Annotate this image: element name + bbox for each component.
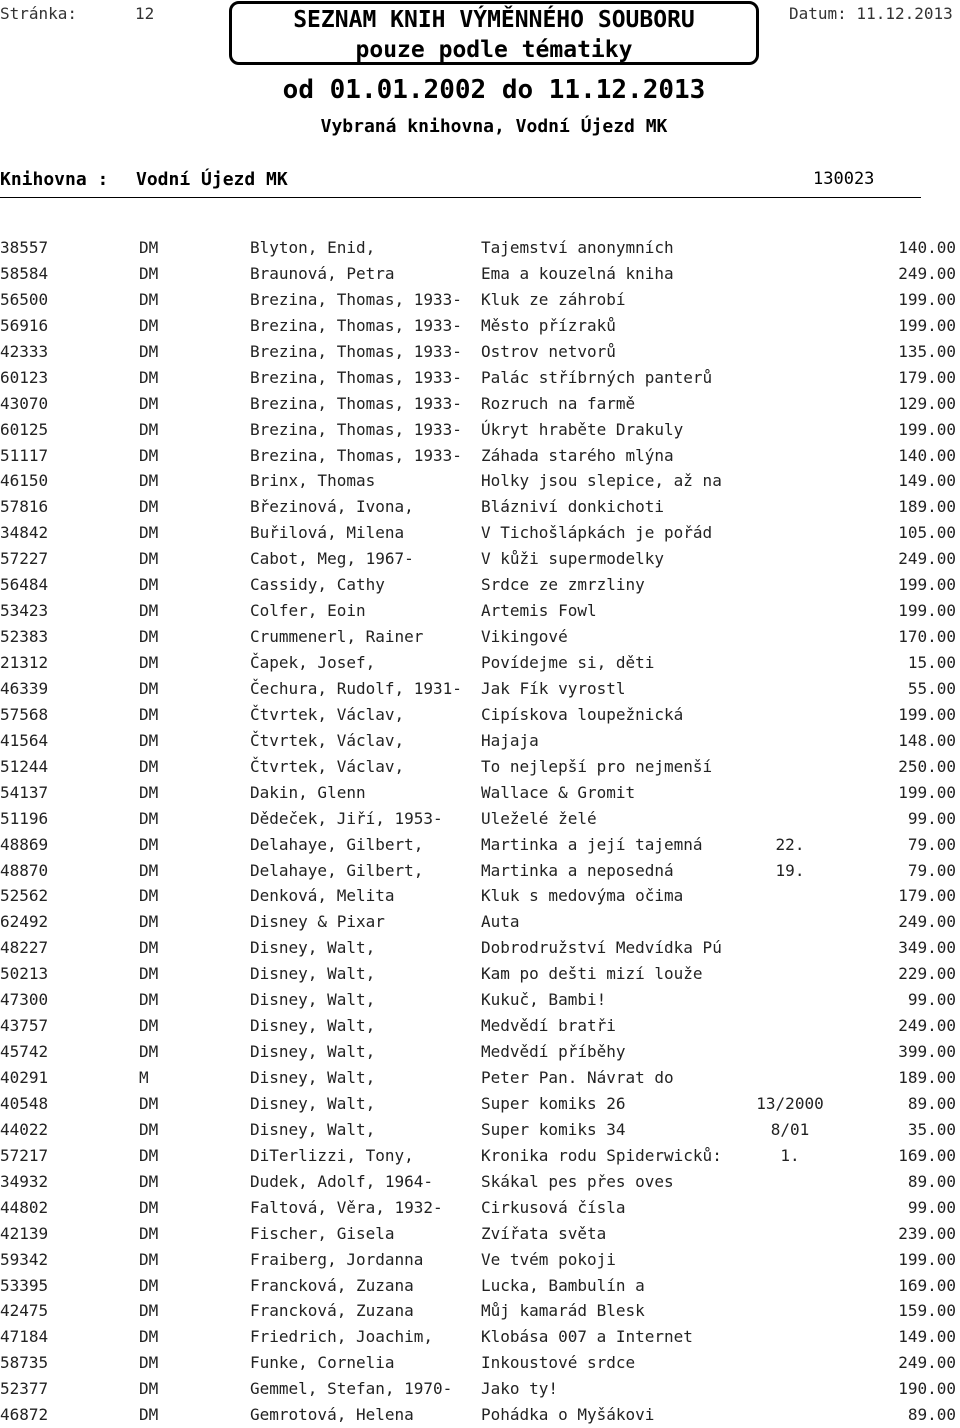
book-title: Ostrov netvorů bbox=[481, 341, 616, 361]
book-id: 53423 bbox=[0, 601, 49, 621]
table-row bbox=[0, 598, 960, 624]
book-author: Francková, Zuzana bbox=[250, 1301, 414, 1321]
book-price: 140.00 bbox=[898, 445, 956, 465]
book-title: Vikingové bbox=[481, 627, 568, 647]
book-id: 21312 bbox=[0, 653, 49, 672]
book-author: Friedrich, Joachim, bbox=[250, 1327, 434, 1347]
table-row bbox=[0, 858, 960, 884]
book-author: Čapek, Josef, bbox=[250, 653, 376, 672]
book-id: 46339 bbox=[0, 678, 49, 698]
book-author: Cabot, Meg, 1967- bbox=[250, 549, 414, 569]
book-price: 249.00 bbox=[898, 912, 956, 932]
book-price: 249.00 bbox=[898, 1016, 956, 1036]
book-author: Gemrotová, Helena bbox=[250, 1405, 414, 1425]
book-id: 40291 bbox=[0, 1068, 49, 1087]
book-title: Skákal pes přes oves bbox=[481, 1171, 674, 1191]
book-author: Disney, Walt, bbox=[250, 1068, 376, 1087]
book-category: DM bbox=[139, 990, 159, 1010]
book-price: 89.00 bbox=[907, 1171, 956, 1191]
book-id: 34842 bbox=[0, 523, 49, 543]
book-category: DM bbox=[139, 964, 159, 984]
table-row bbox=[0, 546, 960, 572]
book-id: 54137 bbox=[0, 782, 49, 802]
table-row bbox=[0, 1065, 960, 1091]
table-row bbox=[0, 391, 960, 417]
book-id: 58584 bbox=[0, 263, 49, 283]
book-category: DM bbox=[139, 523, 159, 543]
book-author: Brezina, Thomas, 1933- bbox=[250, 419, 462, 439]
book-price: 199.00 bbox=[898, 289, 956, 309]
book-category: DM bbox=[139, 1327, 159, 1347]
book-category: DM bbox=[139, 1197, 159, 1217]
book-title: Kam po dešti mizí louže bbox=[481, 964, 703, 984]
book-title: Pohádka o Myšákovi bbox=[481, 1405, 655, 1425]
book-price: 140.00 bbox=[898, 238, 956, 257]
book-title: Super komiks 34 bbox=[481, 1119, 626, 1139]
book-title: Martinka a neposedná bbox=[481, 860, 674, 880]
book-category: DM bbox=[139, 341, 159, 361]
book-category: DM bbox=[139, 886, 159, 906]
table-row bbox=[0, 1376, 960, 1402]
book-author: Brezina, Thomas, 1933- bbox=[250, 393, 462, 413]
table-row bbox=[0, 754, 960, 780]
book-title: Povídejme si, děti bbox=[481, 653, 655, 672]
table-row bbox=[0, 1013, 960, 1039]
book-category: DM bbox=[139, 1119, 159, 1139]
library-code: 130023 bbox=[813, 169, 875, 189]
book-title: Medvědí bratři bbox=[481, 1016, 616, 1036]
book-price: 349.00 bbox=[898, 938, 956, 958]
book-author: Disney, Walt, bbox=[250, 1042, 376, 1062]
book-title: Medvědí příběhy bbox=[481, 1042, 626, 1062]
book-author: Disney & Pixar bbox=[250, 912, 385, 932]
report-title: SEZNAM KNIH VÝMĚNNÉHO SOUBORU bbox=[293, 7, 695, 33]
book-id: 47184 bbox=[0, 1327, 49, 1347]
book-volume: 13/2000 bbox=[756, 1093, 824, 1113]
table-row bbox=[0, 806, 960, 832]
book-id: 51117 bbox=[0, 445, 49, 465]
book-id: 51244 bbox=[0, 756, 49, 776]
book-category: DM bbox=[139, 315, 159, 335]
book-price: 249.00 bbox=[898, 263, 956, 283]
book-author: Francková, Zuzana bbox=[250, 1275, 414, 1295]
book-author: Fraiberg, Jordanna bbox=[250, 1249, 424, 1269]
book-id: 50213 bbox=[0, 964, 49, 984]
book-title: Zvířata světa bbox=[481, 1223, 607, 1243]
book-author: Funke, Cornelia bbox=[250, 1353, 395, 1373]
table-row bbox=[0, 287, 960, 313]
book-title: Peter Pan. Návrat do bbox=[481, 1068, 674, 1087]
book-price: 199.00 bbox=[898, 601, 956, 621]
book-title: Ema a kouzelná kniha bbox=[481, 263, 674, 283]
book-author: Cassidy, Cathy bbox=[250, 575, 385, 595]
table-row bbox=[0, 1350, 960, 1376]
book-id: 57217 bbox=[0, 1145, 49, 1165]
book-category: DM bbox=[139, 730, 159, 750]
library-label: Knihovna : bbox=[0, 169, 109, 190]
book-id: 43757 bbox=[0, 1016, 49, 1036]
book-author: Čechura, Rudolf, 1931- bbox=[250, 678, 462, 698]
book-category: DM bbox=[139, 1093, 159, 1113]
book-author: Dudek, Adolf, 1964- bbox=[250, 1171, 434, 1191]
book-category: DM bbox=[139, 912, 159, 932]
book-id: 44802 bbox=[0, 1197, 49, 1217]
table-row bbox=[0, 235, 960, 261]
book-title: Klobása 007 a Internet bbox=[481, 1327, 693, 1347]
book-price: 99.00 bbox=[907, 990, 956, 1010]
table-row bbox=[0, 883, 960, 909]
table-row bbox=[0, 702, 960, 728]
book-category: DM bbox=[139, 1405, 159, 1425]
table-row bbox=[0, 339, 960, 365]
book-price: 239.00 bbox=[898, 1223, 956, 1243]
book-author: Čtvrtek, Václav, bbox=[250, 730, 405, 750]
book-category: DM bbox=[139, 782, 159, 802]
book-author: Colfer, Eoin bbox=[250, 601, 366, 621]
book-id: 43070 bbox=[0, 393, 49, 413]
book-category: DM bbox=[139, 704, 159, 724]
book-category: DM bbox=[139, 653, 159, 672]
table-row bbox=[0, 650, 960, 676]
table-row bbox=[0, 1324, 960, 1350]
book-author: Dědeček, Jiří, 1953- bbox=[250, 808, 443, 828]
table-row bbox=[0, 520, 960, 546]
book-title: V Tichošlápkách je pořád bbox=[481, 523, 713, 543]
book-id: 53395 bbox=[0, 1275, 49, 1295]
book-id: 52377 bbox=[0, 1379, 49, 1399]
book-id: 60125 bbox=[0, 419, 49, 439]
book-author: Buřilová, Milena bbox=[250, 523, 405, 543]
book-title: Artemis Fowl bbox=[481, 601, 597, 621]
book-title: Blázniví donkichoti bbox=[481, 497, 665, 517]
book-price: 249.00 bbox=[898, 1353, 956, 1373]
book-id: 45742 bbox=[0, 1042, 49, 1062]
selected-library: Vybraná knihovna, Vodní Újezd MK bbox=[320, 116, 668, 137]
book-author: Blyton, Enid, bbox=[250, 238, 376, 257]
book-category: DM bbox=[139, 497, 159, 517]
book-title: Úkryt hraběte Drakuly bbox=[481, 419, 684, 439]
book-category: DM bbox=[139, 1301, 159, 1321]
book-category: DM bbox=[139, 419, 159, 439]
table-row bbox=[0, 1298, 960, 1324]
book-title: Martinka a její tajemná bbox=[481, 834, 703, 854]
book-category: DM bbox=[139, 1042, 159, 1062]
report-date: Datum: 11.12.2013 bbox=[789, 4, 953, 23]
book-price: 159.00 bbox=[898, 1301, 956, 1321]
book-author: DiTerlizzi, Tony, bbox=[250, 1145, 414, 1165]
book-author: Brezina, Thomas, 1933- bbox=[250, 341, 462, 361]
book-category: DM bbox=[139, 471, 159, 491]
report-title-box bbox=[229, 1, 759, 65]
book-id: 48227 bbox=[0, 938, 49, 958]
book-price: 399.00 bbox=[898, 1042, 956, 1062]
book-id: 58735 bbox=[0, 1353, 49, 1373]
book-category: DM bbox=[139, 445, 159, 465]
table-row bbox=[0, 417, 960, 443]
table-row bbox=[0, 572, 960, 598]
page-number: 12 bbox=[135, 4, 155, 23]
book-price: 189.00 bbox=[898, 497, 956, 517]
book-price: 199.00 bbox=[898, 704, 956, 724]
book-author: Faltová, Věra, 1932- bbox=[250, 1197, 443, 1217]
book-id: 44022 bbox=[0, 1119, 49, 1139]
book-title: Srdce ze zmrzliny bbox=[481, 575, 645, 595]
book-id: 59342 bbox=[0, 1249, 49, 1269]
book-title: Cipískova loupežnická bbox=[481, 704, 684, 724]
book-price: 15.00 bbox=[907, 653, 956, 672]
book-title: To nejlepší pro nejmenší bbox=[481, 756, 713, 776]
book-title: Jako ty! bbox=[481, 1379, 559, 1399]
book-title: Palác stříbrných panterů bbox=[481, 367, 713, 387]
book-category: DM bbox=[139, 627, 159, 647]
book-list bbox=[0, 235, 960, 1428]
book-category: DM bbox=[139, 808, 159, 828]
book-author: Dakin, Glenn bbox=[250, 782, 366, 802]
book-price: 249.00 bbox=[898, 549, 956, 569]
book-id: 56500 bbox=[0, 289, 49, 309]
table-row bbox=[0, 1402, 960, 1428]
table-row bbox=[0, 909, 960, 935]
report-subtitle: pouze podle tématiky bbox=[355, 37, 633, 63]
book-category: DM bbox=[139, 834, 159, 854]
book-author: Disney, Walt, bbox=[250, 1119, 376, 1139]
book-id: 40548 bbox=[0, 1093, 49, 1113]
book-author: Brezina, Thomas, 1933- bbox=[250, 367, 462, 387]
book-id: 52383 bbox=[0, 627, 49, 647]
book-price: 199.00 bbox=[898, 782, 956, 802]
book-title: Lucka, Bambulín a bbox=[481, 1275, 645, 1295]
book-price: 229.00 bbox=[898, 964, 956, 984]
book-category: DM bbox=[139, 575, 159, 595]
table-row bbox=[0, 832, 960, 858]
book-title: V kůži supermodelky bbox=[481, 549, 665, 569]
book-author: Crummenerl, Rainer bbox=[250, 627, 424, 647]
table-row bbox=[0, 1273, 960, 1299]
book-author: Březinová, Ivona, bbox=[250, 497, 414, 517]
book-price: 169.00 bbox=[898, 1275, 956, 1295]
book-id: 47300 bbox=[0, 990, 49, 1010]
book-category: DM bbox=[139, 1016, 159, 1036]
table-row bbox=[0, 987, 960, 1013]
book-author: Disney, Walt, bbox=[250, 938, 376, 958]
table-row bbox=[0, 676, 960, 702]
table-row bbox=[0, 261, 960, 287]
book-title: Záhada starého mlýna bbox=[481, 445, 674, 465]
book-category: DM bbox=[139, 756, 159, 776]
book-title: Kluk ze záhrobí bbox=[481, 289, 626, 309]
book-author: Brezina, Thomas, 1933- bbox=[250, 445, 462, 465]
book-author: Disney, Walt, bbox=[250, 1016, 376, 1036]
book-author: Čtvrtek, Václav, bbox=[250, 704, 405, 724]
page-label: Stránka: bbox=[0, 4, 78, 23]
header-divider bbox=[0, 197, 921, 198]
table-row bbox=[0, 443, 960, 469]
book-title: Kukuč, Bambi! bbox=[481, 990, 607, 1010]
book-title: Inkoustové srdce bbox=[481, 1353, 636, 1373]
table-row bbox=[0, 624, 960, 650]
book-price: 99.00 bbox=[907, 1197, 956, 1217]
book-author: Brinx, Thomas bbox=[250, 471, 376, 491]
book-title: Rozruch na farmě bbox=[481, 393, 636, 413]
table-row bbox=[0, 1117, 960, 1143]
book-price: 179.00 bbox=[898, 367, 956, 387]
table-row bbox=[0, 780, 960, 806]
library-name: Vodní Újezd MK bbox=[136, 169, 288, 190]
book-category: DM bbox=[139, 367, 159, 387]
book-id: 56916 bbox=[0, 315, 49, 335]
book-title: Můj kamarád Blesk bbox=[481, 1301, 645, 1321]
book-price: 55.00 bbox=[907, 678, 956, 698]
table-row bbox=[0, 1247, 960, 1273]
book-title: Uleželé želé bbox=[481, 808, 597, 828]
book-id: 46150 bbox=[0, 471, 49, 491]
book-title: Dobrodružství Medvídka Pú bbox=[481, 938, 722, 958]
book-author: Fischer, Gisela bbox=[250, 1223, 395, 1243]
book-title: Tajemství anonymních bbox=[481, 238, 674, 257]
book-category: DM bbox=[139, 938, 159, 958]
book-category: DM bbox=[139, 678, 159, 698]
book-category: DM bbox=[139, 289, 159, 309]
report-period: od 01.01.2002 do 11.12.2013 bbox=[282, 75, 706, 105]
book-price: 79.00 bbox=[907, 860, 956, 880]
book-volume: 1. bbox=[780, 1145, 800, 1165]
table-row bbox=[0, 1143, 960, 1169]
book-author: Delahaye, Gilbert, bbox=[250, 860, 424, 880]
book-id: 48869 bbox=[0, 834, 49, 854]
book-author: Brezina, Thomas, 1933- bbox=[250, 289, 462, 309]
book-category: DM bbox=[139, 263, 159, 283]
book-price: 250.00 bbox=[898, 756, 956, 776]
book-category: DM bbox=[139, 1275, 159, 1295]
table-row bbox=[0, 935, 960, 961]
book-id: 41564 bbox=[0, 730, 49, 750]
book-title: Kronika rodu Spiderwicků: bbox=[481, 1145, 722, 1165]
book-author: Gemmel, Stefan, 1970- bbox=[250, 1379, 453, 1399]
book-price: 148.00 bbox=[898, 730, 956, 750]
table-row bbox=[0, 494, 960, 520]
book-id: 56484 bbox=[0, 575, 49, 595]
book-author: Denková, Melita bbox=[250, 886, 395, 906]
book-price: 105.00 bbox=[898, 523, 956, 543]
book-category: DM bbox=[139, 549, 159, 569]
book-price: 79.00 bbox=[907, 834, 956, 854]
book-price: 149.00 bbox=[898, 1327, 956, 1347]
book-id: 42475 bbox=[0, 1301, 49, 1321]
table-row bbox=[0, 365, 960, 391]
book-category: DM bbox=[139, 238, 159, 257]
book-volume: 8/01 bbox=[770, 1119, 810, 1139]
book-author: Delahaye, Gilbert, bbox=[250, 834, 424, 854]
book-title: Super komiks 26 bbox=[481, 1093, 626, 1113]
book-author: Disney, Walt, bbox=[250, 1093, 376, 1113]
book-category: DM bbox=[139, 1379, 159, 1399]
book-price: 149.00 bbox=[898, 471, 956, 491]
book-category: DM bbox=[139, 393, 159, 413]
book-category: DM bbox=[139, 1145, 159, 1165]
book-title: Cirkusová čísla bbox=[481, 1197, 626, 1217]
book-id: 57568 bbox=[0, 704, 49, 724]
book-id: 34932 bbox=[0, 1171, 49, 1191]
book-price: 199.00 bbox=[898, 1249, 956, 1269]
book-id: 38557 bbox=[0, 238, 49, 257]
book-title: Ve tvém pokoji bbox=[481, 1249, 616, 1269]
book-id: 42139 bbox=[0, 1223, 49, 1243]
book-price: 199.00 bbox=[898, 315, 956, 335]
table-row bbox=[0, 961, 960, 987]
book-id: 51196 bbox=[0, 808, 49, 828]
book-price: 99.00 bbox=[907, 808, 956, 828]
book-price: 89.00 bbox=[907, 1405, 956, 1425]
book-id: 57816 bbox=[0, 497, 49, 517]
book-category: DM bbox=[139, 601, 159, 621]
book-price: 179.00 bbox=[898, 886, 956, 906]
table-row bbox=[0, 1091, 960, 1117]
book-author: Disney, Walt, bbox=[250, 964, 376, 984]
book-id: 52562 bbox=[0, 886, 49, 906]
table-row bbox=[0, 1169, 960, 1195]
book-id: 57227 bbox=[0, 549, 49, 569]
book-category: DM bbox=[139, 1353, 159, 1373]
book-author: Braunová, Petra bbox=[250, 263, 395, 283]
book-price: 189.00 bbox=[898, 1068, 956, 1087]
book-title: Wallace & Gromit bbox=[481, 782, 636, 802]
book-author: Čtvrtek, Václav, bbox=[250, 756, 405, 776]
book-price: 190.00 bbox=[898, 1379, 956, 1399]
book-category: DM bbox=[139, 1249, 159, 1269]
table-row bbox=[0, 468, 960, 494]
book-author: Brezina, Thomas, 1933- bbox=[250, 315, 462, 335]
book-id: 46872 bbox=[0, 1405, 49, 1425]
book-volume: 22. bbox=[775, 834, 805, 854]
book-price: 169.00 bbox=[898, 1145, 956, 1165]
book-title: Jak Fík vyrostl bbox=[481, 678, 626, 698]
book-category: DM bbox=[139, 1171, 159, 1191]
book-id: 62492 bbox=[0, 912, 49, 932]
book-price: 135.00 bbox=[898, 341, 956, 361]
table-row bbox=[0, 1039, 960, 1065]
table-row bbox=[0, 313, 960, 339]
book-category: DM bbox=[139, 1223, 159, 1243]
book-category: DM bbox=[139, 860, 159, 880]
book-title: Město přízraků bbox=[481, 315, 616, 335]
book-price: 35.00 bbox=[907, 1119, 956, 1139]
table-row bbox=[0, 1221, 960, 1247]
table-row bbox=[0, 728, 960, 754]
book-price: 199.00 bbox=[898, 419, 956, 439]
book-price: 89.00 bbox=[907, 1093, 956, 1113]
table-row bbox=[0, 1195, 960, 1221]
book-volume: 19. bbox=[775, 860, 805, 880]
book-price: 170.00 bbox=[898, 627, 956, 647]
book-id: 60123 bbox=[0, 367, 49, 387]
book-price: 199.00 bbox=[898, 575, 956, 595]
book-title: Holky jsou slepice, až na bbox=[481, 471, 722, 491]
book-title: Auta bbox=[481, 912, 520, 932]
book-id: 48870 bbox=[0, 860, 49, 880]
book-id: 42333 bbox=[0, 341, 49, 361]
book-title: Hajaja bbox=[481, 730, 539, 750]
book-author: Disney, Walt, bbox=[250, 990, 376, 1010]
book-title: Kluk s medovýma očima bbox=[481, 886, 684, 906]
book-price: 129.00 bbox=[898, 393, 956, 413]
book-category: M bbox=[139, 1068, 149, 1087]
